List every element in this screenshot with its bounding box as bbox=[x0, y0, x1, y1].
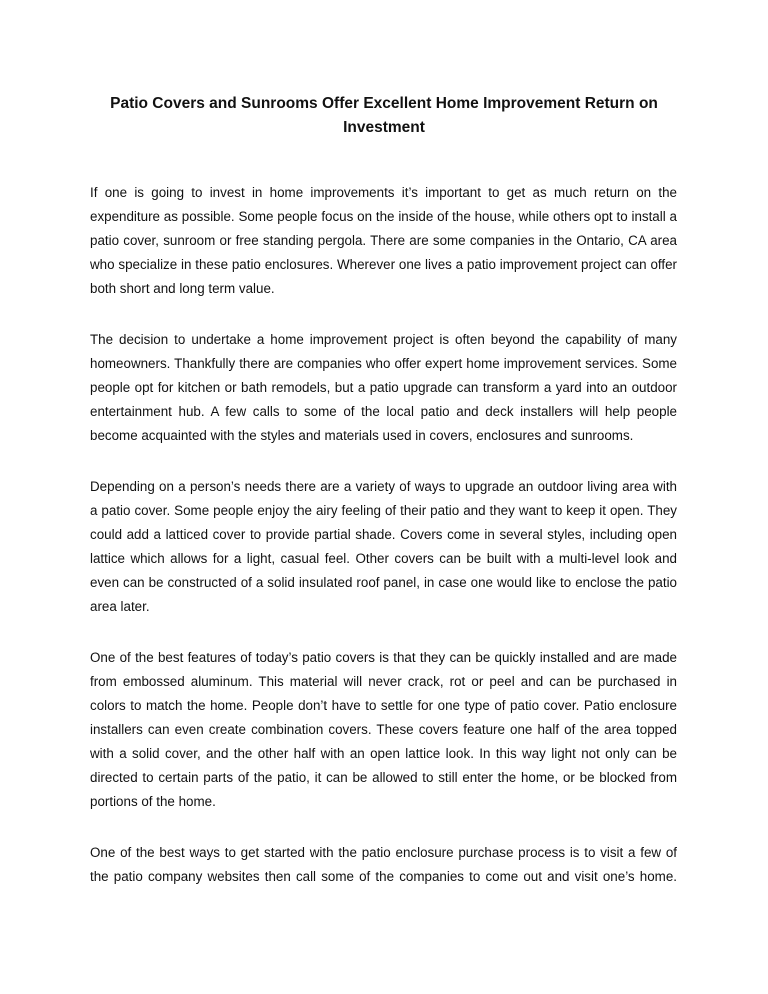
paragraph-3: Depending on a person’s needs there are a variety of ways to upgrade an outdoor living area with a patio cover. Some people enjoy the airy feeling of their patio and they want to keep it open. They could add a latticed cover to provide partial shade. Covers come in several styles, including open lattice which allows for a light, casual feel. Other covers can be built with a multi-level look and even can be constructed of a solid insulated roof panel, in case one would like to enclose the patio area later. bbox=[90, 479, 677, 614]
paragraph-2: The decision to undertake a home improvement project is often beyond the capability of many homeowners. Thankfully there are companies who offer expert home improvement services. Some people opt for kitchen or bath remodels, but a patio upgrade can transform a yard into an outdoor entertainment hub. A few calls to some of the local patio and deck installers will help people become acquainted with the styles and materials used in covers, enclosures and sunrooms. bbox=[90, 332, 677, 443]
paragraph-4: One of the best features of today’s patio covers is that they can be quickly installed and are made from embossed aluminum. This material will never crack, rot or peel and can be purchased in colors to match the home. People don’t have to settle for one type of patio cover. Patio enclosure installers can even create combination covers. These covers feature one half of the area topped with a solid cover, and the other half with an open lattice look. In this way light not only can be directed to certain parts of the patio, it can be allowed to still enter the home, or be blocked from portions of the home. bbox=[90, 650, 677, 809]
document-body bbox=[90, 181, 677, 916]
document-title: Patio Covers and Sunrooms Offer Excellent Home Improvement Return on Investment bbox=[110, 95, 658, 136]
paragraph-5: One of the best ways to get started with the patio enclosure purchase process is to visit a few of the patio company websites then call some of the companies to come out and visit one’s home. bbox=[90, 845, 677, 884]
paragraph-1: If one is going to invest in home improvements it’s important to get as much return on the expenditure as possible. Some people focus on the inside of the house, while others opt to install a patio cover, sunroom or free standing pergola. There are some companies in the Ontario, CA area who specialize in these patio enclosures. Wherever one lives a patio improvement project can offer both short and long term value. bbox=[90, 185, 677, 296]
